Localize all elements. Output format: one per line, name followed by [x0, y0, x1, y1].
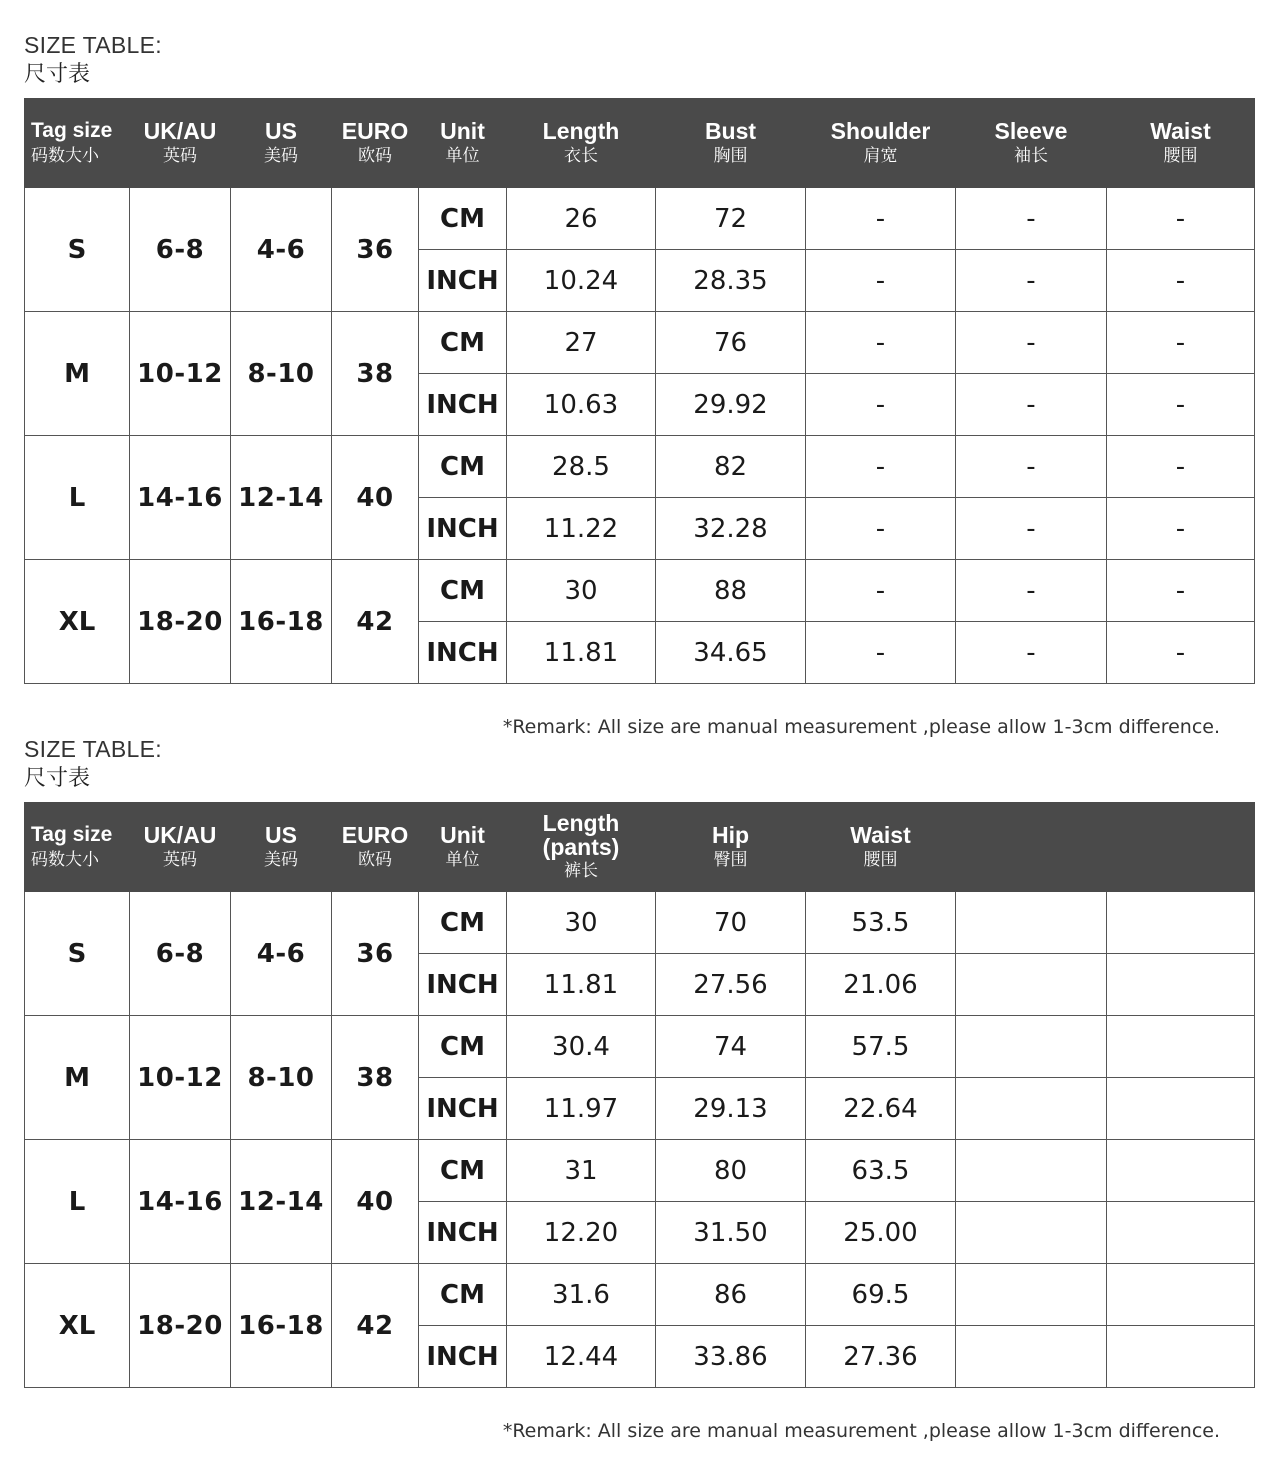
header-waist: Waist 腰围 [806, 803, 956, 892]
unit-cell: INCH [419, 374, 507, 436]
value-cell: - [1107, 560, 1255, 622]
value-cell [1107, 954, 1255, 1016]
value-cell [1107, 1326, 1255, 1388]
table-row [25, 188, 1255, 250]
tag-size-cell: L [25, 1140, 130, 1264]
value-cell: 26 [507, 188, 656, 250]
value-cell: 33.86 [656, 1326, 806, 1388]
euro-cell: 36 [332, 188, 419, 312]
us-cell: 8-10 [231, 312, 332, 436]
value-cell: 31 [507, 1140, 656, 1202]
value-cell: - [956, 560, 1107, 622]
tag-size-cell: L [25, 436, 130, 560]
uk-au-cell: 14-16 [130, 436, 231, 560]
table-row [25, 312, 1255, 374]
value-cell: 30 [507, 560, 656, 622]
value-cell: - [956, 622, 1107, 684]
section-title-en: SIZE TABLE: [24, 32, 162, 58]
header-bust: Bust 胸围 [656, 99, 806, 188]
value-cell: 53.5 [806, 892, 956, 954]
euro-cell: 40 [332, 436, 419, 560]
tag-size-cell: S [25, 188, 130, 312]
value-cell: 82 [656, 436, 806, 498]
us-cell: 16-18 [231, 1264, 332, 1388]
table-row [25, 892, 1255, 954]
header-unit: Unit 单位 [419, 99, 507, 188]
value-cell [956, 1326, 1107, 1388]
value-cell: 88 [656, 560, 806, 622]
value-cell: 72 [656, 188, 806, 250]
value-cell: - [956, 498, 1107, 560]
euro-cell: 38 [332, 1016, 419, 1140]
header-uk-au: UK/AU 英码 [130, 99, 231, 188]
table-body [25, 188, 1255, 684]
header-uk-au: UK/AU 英码 [130, 803, 231, 892]
value-cell [956, 954, 1107, 1016]
unit-cell: INCH [419, 1202, 507, 1264]
unit-cell: INCH [419, 498, 507, 560]
value-cell: 11.81 [507, 622, 656, 684]
value-cell: - [806, 188, 956, 250]
size-table-tops [24, 98, 1255, 684]
value-cell: 10.24 [507, 250, 656, 312]
value-cell: - [806, 436, 956, 498]
value-cell: 10.63 [507, 374, 656, 436]
value-cell: - [1107, 250, 1255, 312]
table-row [25, 436, 1255, 498]
value-cell: 21.06 [806, 954, 956, 1016]
us-cell: 12-14 [231, 436, 332, 560]
table-row [25, 1016, 1255, 1078]
unit-cell: INCH [419, 954, 507, 1016]
unit-cell: INCH [419, 1078, 507, 1140]
value-cell: - [956, 188, 1107, 250]
euro-cell: 42 [332, 560, 419, 684]
value-cell: - [1107, 188, 1255, 250]
section-title-cn: 尺寸表 [24, 766, 91, 791]
size-table-pants [24, 802, 1255, 1388]
value-cell [1107, 892, 1255, 954]
value-cell: 74 [656, 1016, 806, 1078]
value-cell: 30 [507, 892, 656, 954]
unit-cell: CM [419, 892, 507, 954]
euro-cell: 42 [332, 1264, 419, 1388]
value-cell [956, 1202, 1107, 1264]
table-header-row [25, 99, 1255, 188]
header-unit: Unit 单位 [419, 803, 507, 892]
uk-au-cell: 10-12 [130, 1016, 231, 1140]
table-body [25, 892, 1255, 1388]
value-cell: 11.81 [507, 954, 656, 1016]
header-empty [956, 803, 1107, 892]
table-row [25, 560, 1255, 622]
uk-au-cell: 6-8 [130, 892, 231, 1016]
header-hip: Hip 臀围 [656, 803, 806, 892]
unit-cell: CM [419, 1016, 507, 1078]
value-cell: - [806, 560, 956, 622]
euro-cell: 38 [332, 312, 419, 436]
section-title-cn: 尺寸表 [24, 62, 91, 87]
header-shoulder: Shoulder 肩宽 [806, 99, 956, 188]
value-cell: 63.5 [806, 1140, 956, 1202]
header-us: US 美码 [231, 99, 332, 188]
value-cell: - [806, 312, 956, 374]
unit-cell: CM [419, 436, 507, 498]
value-cell: 12.20 [507, 1202, 656, 1264]
header-waist: Waist 腰围 [1107, 99, 1255, 188]
value-cell: 27.36 [806, 1326, 956, 1388]
value-cell: 28.35 [656, 250, 806, 312]
value-cell: - [1107, 622, 1255, 684]
us-cell: 4-6 [231, 188, 332, 312]
value-cell [1107, 1264, 1255, 1326]
unit-cell: CM [419, 1140, 507, 1202]
value-cell [956, 1140, 1107, 1202]
header-euro: EURO 欧码 [332, 803, 419, 892]
value-cell: 76 [656, 312, 806, 374]
value-cell: 27.56 [656, 954, 806, 1016]
value-cell: - [956, 250, 1107, 312]
value-cell: - [1107, 436, 1255, 498]
value-cell: 11.22 [507, 498, 656, 560]
value-cell [1107, 1016, 1255, 1078]
size-table-section-1 [24, 30, 1254, 738]
value-cell: 30.4 [507, 1016, 656, 1078]
value-cell: - [1107, 498, 1255, 560]
tag-size-cell: XL [25, 560, 130, 684]
uk-au-cell: 18-20 [130, 1264, 231, 1388]
value-cell [956, 1078, 1107, 1140]
header-length: Length 衣长 [507, 99, 656, 188]
header-euro: EURO 欧码 [332, 99, 419, 188]
uk-au-cell: 6-8 [130, 188, 231, 312]
value-cell [1107, 1140, 1255, 1202]
value-cell: 34.65 [656, 622, 806, 684]
table-row [25, 1140, 1255, 1202]
header-tag-size: Tag size 码数大小 [25, 99, 130, 188]
euro-cell: 40 [332, 1140, 419, 1264]
value-cell: - [1107, 312, 1255, 374]
table-header-row [25, 803, 1255, 892]
header-empty [1107, 803, 1255, 892]
value-cell: 27 [507, 312, 656, 374]
unit-cell: CM [419, 188, 507, 250]
unit-cell: CM [419, 1264, 507, 1326]
value-cell: 80 [656, 1140, 806, 1202]
value-cell: 31.50 [656, 1202, 806, 1264]
value-cell: - [806, 622, 956, 684]
us-cell: 8-10 [231, 1016, 332, 1140]
tag-size-cell: M [25, 1016, 130, 1140]
us-cell: 12-14 [231, 1140, 332, 1264]
value-cell: 28.5 [507, 436, 656, 498]
value-cell: 12.44 [507, 1326, 656, 1388]
value-cell: 22.64 [806, 1078, 956, 1140]
remark-note: *Remark: All size are manual measurement ,please allow 1-3cm difference. [502, 716, 1220, 738]
value-cell: - [806, 498, 956, 560]
remark-note: *Remark: All size are manual measurement ,please allow 1-3cm difference. [502, 1420, 1220, 1442]
section-title-en: SIZE TABLE: [24, 736, 162, 762]
unit-cell: CM [419, 312, 507, 374]
header-us: US 美码 [231, 803, 332, 892]
value-cell: - [806, 250, 956, 312]
uk-au-cell: 10-12 [130, 312, 231, 436]
header-sleeve: Sleeve 袖长 [956, 99, 1107, 188]
header-length-pants: Length (pants) 裤长 [507, 803, 656, 892]
value-cell: 57.5 [806, 1016, 956, 1078]
value-cell: 29.92 [656, 374, 806, 436]
value-cell [1107, 1202, 1255, 1264]
value-cell: 70 [656, 892, 806, 954]
value-cell [956, 1016, 1107, 1078]
tag-size-cell: M [25, 312, 130, 436]
tag-size-cell: XL [25, 1264, 130, 1388]
unit-cell: INCH [419, 1326, 507, 1388]
value-cell: 31.6 [507, 1264, 656, 1326]
value-cell: - [956, 312, 1107, 374]
header-tag-size: Tag size 码数大小 [25, 803, 130, 892]
value-cell: - [1107, 374, 1255, 436]
tag-size-cell: S [25, 892, 130, 1016]
uk-au-cell: 14-16 [130, 1140, 231, 1264]
uk-au-cell: 18-20 [130, 560, 231, 684]
value-cell [1107, 1078, 1255, 1140]
value-cell [956, 892, 1107, 954]
value-cell: 86 [656, 1264, 806, 1326]
value-cell: - [956, 374, 1107, 436]
value-cell: - [806, 374, 956, 436]
value-cell: - [956, 436, 1107, 498]
table-row [25, 1264, 1255, 1326]
value-cell: 11.97 [507, 1078, 656, 1140]
us-cell: 4-6 [231, 892, 332, 1016]
us-cell: 16-18 [231, 560, 332, 684]
value-cell: 32.28 [656, 498, 806, 560]
size-table-section-2 [24, 734, 1254, 1442]
value-cell: 25.00 [806, 1202, 956, 1264]
value-cell: 29.13 [656, 1078, 806, 1140]
unit-cell: CM [419, 560, 507, 622]
unit-cell: INCH [419, 622, 507, 684]
value-cell: 69.5 [806, 1264, 956, 1326]
unit-cell: INCH [419, 250, 507, 312]
euro-cell: 36 [332, 892, 419, 1016]
value-cell [956, 1264, 1107, 1326]
